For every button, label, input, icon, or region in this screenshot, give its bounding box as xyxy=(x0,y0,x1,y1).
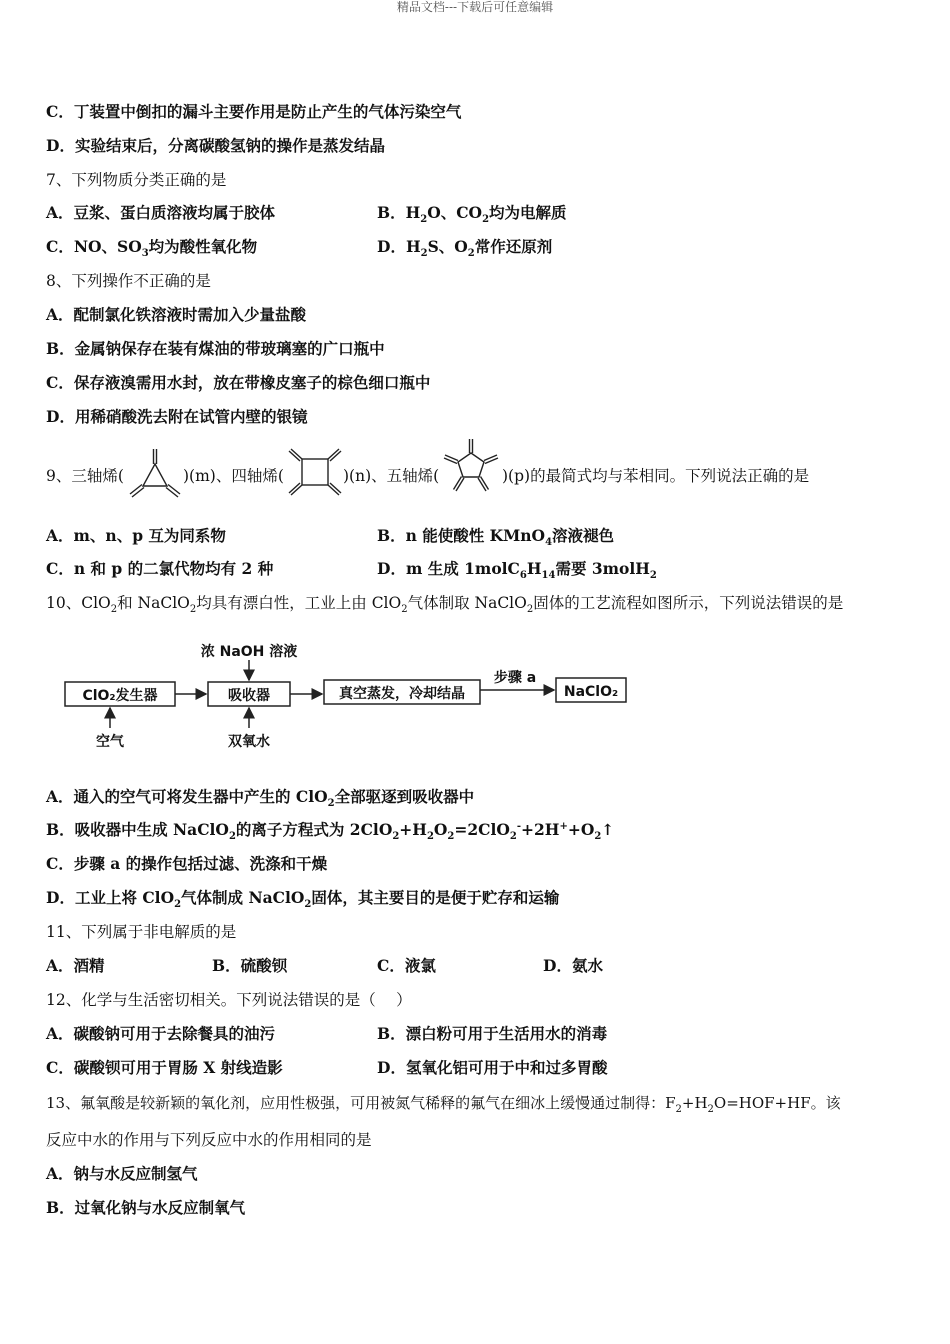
q12-option-a: A．碳酸钠可用于去除餐具的油污 xyxy=(46,1024,276,1043)
flow-evap-label: 真空蒸发，冷却结晶 xyxy=(339,686,465,702)
q7-option-c: C．NO、$SO_3$均为酸性氧化物 xyxy=(46,237,258,260)
q7-option-b: B．$H_2O$、$CO_2$均为电解质 xyxy=(377,203,567,226)
q8-option-c: C．保存液溴需用水封，放在带橡皮塞子的棕色细口瓶中 xyxy=(46,373,431,392)
flow-generator-label: ClO₂发生器 xyxy=(82,688,158,704)
q12-stem: 12、化学与生活密切相关。下列说法错误的是（ ） xyxy=(46,991,412,1009)
q8-option-a: A．配制氯化铁溶液时需加入少量盐酸 xyxy=(46,305,307,324)
q9-part-3: )(n)、五轴烯( xyxy=(343,467,440,485)
q9-option-d: D．m 生成 $1molC_6H_{14}$需要 3molH$_2$ xyxy=(377,559,657,582)
tetraxene-structure xyxy=(287,446,343,498)
triaxene-structure xyxy=(127,446,183,500)
q12-option-b: B．漂白粉可用于生活用水的消毒 xyxy=(377,1024,608,1043)
q9-part-4: )(p)的最简式均与苯相同。下列说法正确的是 xyxy=(502,467,810,485)
q13-option-b: B．过氧化钠与水反应制氧气 xyxy=(46,1198,246,1217)
q10-option-d: D．工业上将 ClO$_2$气体制成 NaClO$_2$固体，其主要目的是便于贮存和运输 xyxy=(46,888,560,911)
flow-absorber-label: 吸收器 xyxy=(228,688,270,704)
q12-option-c: C．碳酸钡可用于胃肠 X 射线造影 xyxy=(46,1058,283,1077)
q13-option-a: A．钠与水反应制氢气 xyxy=(46,1164,198,1183)
pentaxene-structure xyxy=(440,436,502,498)
q9-option-b: B．n 能使酸性 KMnO$_4$溶液褪色 xyxy=(377,526,615,549)
q13-stem-line2: 反应中水的作用与下列反应中水的作用相同的是 xyxy=(46,1131,372,1149)
q9-part-1: 9、三轴烯( xyxy=(46,467,124,485)
q11-option-c: C．液氯 xyxy=(377,956,436,975)
q7-option-a: A．豆浆、蛋白质溶液均属于胶体 xyxy=(46,203,276,222)
q10-option-c: C．步骤 a 的操作包括过滤、洗涤和干燥 xyxy=(46,854,328,873)
q8-option-d: D．用稀硝酸洗去附在试管内壁的银镜 xyxy=(46,407,308,426)
process-flow-diagram xyxy=(60,640,640,755)
q10-stem: 10、ClO$_2$和 NaClO$_2$均具有漂白性，工业上由 ClO$_2$气体制取 NaClO$_2$固体的工艺流程如图所示，下列说法错误的是 xyxy=(46,594,844,616)
q8-stem: 8、下列操作不正确的是 xyxy=(46,272,211,290)
q10-option-b: B．吸收器中生成 NaClO$_2$的离子方程式为 $2ClO_2+H_2O_2=2ClO_2^-+2H^++O_2↑$ xyxy=(46,820,615,843)
q8-option-b: B．金属钠保存在装有煤油的带玻璃塞的广口瓶中 xyxy=(46,339,385,358)
q13-stem-line1: 13、氟氧酸是较新颖的氧化剂，应用性极强，可用被氮气稀释的氟气在细冰上缓慢通过制得：$F_2+H_2O=HOF+HF$。该 xyxy=(46,1094,841,1115)
q11-stem: 11、下列属于非电解质的是 xyxy=(46,923,237,941)
page-watermark: 精品文档---下载后可任意编辑 xyxy=(396,0,554,14)
flow-step-label: 步骤 a xyxy=(493,670,537,686)
q10-option-a: A．通入的空气可将发生器中产生的 ClO$_2$全部驱逐到吸收器中 xyxy=(46,787,475,810)
q7-stem: 7、下列物质分类正确的是 xyxy=(46,171,227,189)
q6-option-c: C．丁装置中倒扣的漏斗主要作用是防止产生的气体污染空气 xyxy=(46,102,462,121)
flow-air-label: 空气 xyxy=(96,734,124,750)
flow-naoh-label: 浓 NaOH 溶液 xyxy=(200,644,298,660)
q9-option-a: A．m、n、p 互为同系物 xyxy=(46,526,226,545)
q11-option-b: B．硫酸钡 xyxy=(212,956,288,975)
q11-option-d: D．氨水 xyxy=(543,956,603,975)
q7-option-d: D．$H_2S$、$O_2$常作还原剂 xyxy=(377,237,553,260)
q12-option-d: D．氢氧化铝可用于中和过多胃酸 xyxy=(377,1058,608,1077)
q11-option-a: A．酒精 xyxy=(46,956,105,975)
flow-h2o2-label: 双氧水 xyxy=(228,734,270,750)
q9-part-2: )(m)、四轴烯( xyxy=(183,467,284,485)
flow-product-label: NaClO₂ xyxy=(563,684,619,700)
q6-option-d: D．实验结束后，分离碳酸氢钠的操作是蒸发结晶 xyxy=(46,136,385,155)
q9-option-c: C．n 和 p 的二氯代物均有 2 种 xyxy=(46,559,274,578)
